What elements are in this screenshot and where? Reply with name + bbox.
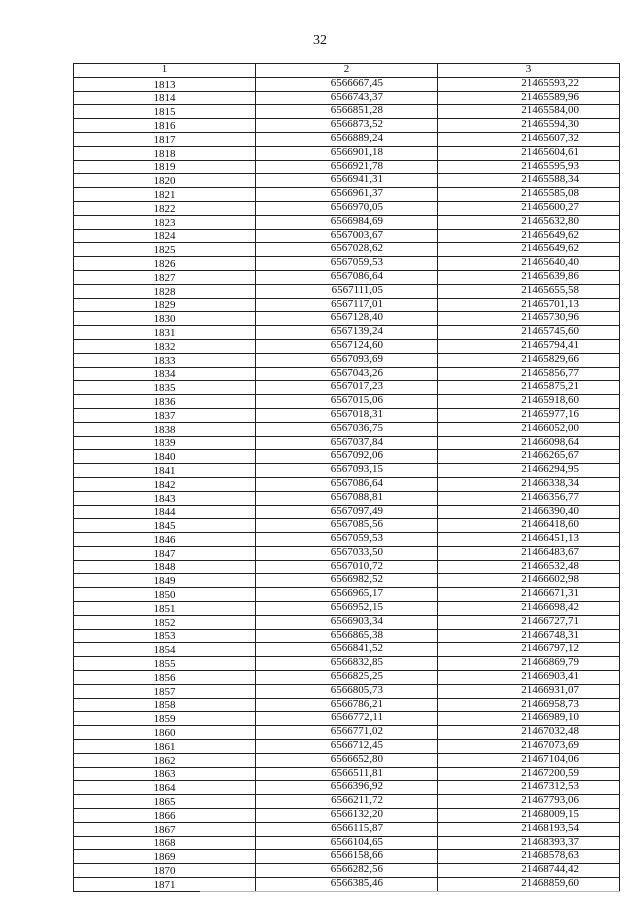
- table-row: [74, 298, 620, 312]
- point-number-cell: 1838: [74, 422, 256, 436]
- point-number-cell: 1836: [74, 395, 256, 409]
- y-coordinate-cell: 21468859,60: [438, 878, 620, 892]
- table-body: [74, 77, 620, 891]
- x-coordinate-cell: 6567088,81: [256, 491, 438, 505]
- x-coordinate-cell: 6566982,52: [256, 574, 438, 588]
- x-coordinate-cell: 6566851,28: [256, 105, 438, 119]
- x-coordinate-cell: 6567093,69: [256, 353, 438, 367]
- y-coordinate-cell: 21466698,42: [438, 602, 620, 616]
- y-coordinate-cell: 21465875,21: [438, 381, 620, 395]
- y-coordinate-cell: 21468193,54: [438, 822, 620, 836]
- y-coordinate-cell: 21466418,60: [438, 519, 620, 533]
- table-row: [74, 712, 620, 726]
- table-row: [74, 657, 620, 671]
- point-number-cell: 1846: [74, 533, 256, 547]
- x-coordinate-cell: 6566901,18: [256, 146, 438, 160]
- x-coordinate-cell: 6567124,60: [256, 339, 438, 353]
- y-coordinate-cell: 21466338,34: [438, 477, 620, 491]
- table-row: [74, 491, 620, 505]
- point-number-cell: 1864: [74, 781, 256, 795]
- table-row: [74, 174, 620, 188]
- y-coordinate-cell: 21466903,41: [438, 671, 620, 685]
- point-number-cell: 1824: [74, 229, 256, 243]
- x-coordinate-cell: 6567037,84: [256, 436, 438, 450]
- y-coordinate-cell: 21466989,10: [438, 712, 620, 726]
- table-row: [74, 188, 620, 202]
- table-row: [74, 77, 620, 91]
- y-coordinate-cell: 21465588,34: [438, 174, 620, 188]
- x-coordinate-cell: 6567059,53: [256, 257, 438, 271]
- point-number-cell: 1834: [74, 367, 256, 381]
- table-header-row: [74, 64, 620, 78]
- y-coordinate-cell: 21466958,73: [438, 698, 620, 712]
- table-row: [74, 781, 620, 795]
- table-row: [74, 284, 620, 298]
- point-number-cell: 1837: [74, 408, 256, 422]
- y-coordinate-cell: 21467200,59: [438, 767, 620, 781]
- table-row: [74, 602, 620, 616]
- point-number-cell: 1858: [74, 698, 256, 712]
- x-coordinate-cell: 6566652,80: [256, 753, 438, 767]
- y-coordinate-cell: 21466748,31: [438, 629, 620, 643]
- table-row: [74, 519, 620, 533]
- point-number-cell: 1819: [74, 160, 256, 174]
- table-row: [74, 91, 620, 105]
- y-coordinate-cell: 21465640,40: [438, 257, 620, 271]
- table-row: [74, 477, 620, 491]
- x-coordinate-cell: 6567003,67: [256, 229, 438, 243]
- point-number-cell: 1835: [74, 381, 256, 395]
- point-number-cell: 1865: [74, 795, 256, 809]
- y-coordinate-cell: 21465918,60: [438, 395, 620, 409]
- x-coordinate-cell: 6566511,81: [256, 767, 438, 781]
- x-coordinate-cell: 6567097,49: [256, 505, 438, 519]
- point-number-cell: 1833: [74, 353, 256, 367]
- table-row: [74, 436, 620, 450]
- y-coordinate-cell: 21468393,37: [438, 836, 620, 850]
- y-coordinate-cell: 21466797,12: [438, 643, 620, 657]
- x-coordinate-cell: 6566832,85: [256, 657, 438, 671]
- x-coordinate-cell: 6567059,53: [256, 533, 438, 547]
- y-coordinate-cell: 21465593,22: [438, 77, 620, 91]
- x-coordinate-cell: 6566385,46: [256, 878, 438, 892]
- point-number-cell: 1860: [74, 726, 256, 740]
- x-coordinate-cell: 6567017,23: [256, 381, 438, 395]
- x-coordinate-cell: 6567093,15: [256, 464, 438, 478]
- x-coordinate-cell: 6566805,73: [256, 684, 438, 698]
- x-coordinate-cell: 6566970,05: [256, 201, 438, 215]
- point-number-cell: 1854: [74, 643, 256, 657]
- point-number-cell: 1839: [74, 436, 256, 450]
- point-number-cell: 1842: [74, 477, 256, 491]
- y-coordinate-cell: 21465856,77: [438, 367, 620, 381]
- point-number-cell: 1843: [74, 491, 256, 505]
- table-row: [74, 160, 620, 174]
- point-number-cell: 1863: [74, 767, 256, 781]
- x-coordinate-cell: 6566865,38: [256, 629, 438, 643]
- y-coordinate-cell: 21466931,07: [438, 684, 620, 698]
- x-coordinate-cell: 6567085,56: [256, 519, 438, 533]
- table-row: [74, 836, 620, 850]
- y-coordinate-cell: 21465607,32: [438, 132, 620, 146]
- x-coordinate-cell: 6566841,52: [256, 643, 438, 657]
- y-coordinate-cell: 21465585,08: [438, 188, 620, 202]
- y-coordinate-cell: 21466390,40: [438, 505, 620, 519]
- table-row: [74, 353, 620, 367]
- point-number-cell: 1870: [74, 864, 256, 878]
- y-coordinate-cell: 21465701,13: [438, 298, 620, 312]
- table-row: [74, 671, 620, 685]
- y-coordinate-cell: 21466483,67: [438, 546, 620, 560]
- table-row: [74, 629, 620, 643]
- y-coordinate-cell: 21466532,48: [438, 560, 620, 574]
- y-coordinate-cell: 21468578,63: [438, 850, 620, 864]
- table-row: [74, 201, 620, 215]
- y-coordinate-cell: 21465595,93: [438, 160, 620, 174]
- table-row: [74, 767, 620, 781]
- table-row: [74, 146, 620, 160]
- x-coordinate-cell: 6567010,72: [256, 560, 438, 574]
- point-number-cell: 1862: [74, 753, 256, 767]
- table-row: [74, 546, 620, 560]
- point-number-cell: 1868: [74, 836, 256, 850]
- y-coordinate-cell: 21467104,06: [438, 753, 620, 767]
- column-header-x: 2: [256, 64, 438, 78]
- point-number-cell: 1867: [74, 822, 256, 836]
- point-number-cell: 1845: [74, 519, 256, 533]
- point-number-cell: 1829: [74, 298, 256, 312]
- y-coordinate-cell: 21467032,48: [438, 726, 620, 740]
- table-row: [74, 257, 620, 271]
- y-coordinate-cell: 21465655,58: [438, 284, 620, 298]
- column-header-y: 3: [438, 64, 620, 78]
- x-coordinate-cell: 6567086,64: [256, 477, 438, 491]
- point-number-cell: 1853: [74, 629, 256, 643]
- y-coordinate-cell: 21466671,31: [438, 588, 620, 602]
- y-coordinate-cell: 21466356,77: [438, 491, 620, 505]
- table-row: [74, 367, 620, 381]
- y-coordinate-cell: 21465604,61: [438, 146, 620, 160]
- y-coordinate-cell: 21466052,00: [438, 422, 620, 436]
- x-coordinate-cell: 6567092,06: [256, 450, 438, 464]
- point-number-cell: 1849: [74, 574, 256, 588]
- x-coordinate-cell: 6567139,24: [256, 326, 438, 340]
- x-coordinate-cell: 6567036,75: [256, 422, 438, 436]
- table-row: [74, 850, 620, 864]
- point-number-cell: 1848: [74, 560, 256, 574]
- y-coordinate-cell: 21465794,41: [438, 339, 620, 353]
- y-coordinate-cell: 21466602,98: [438, 574, 620, 588]
- y-coordinate-cell: 21465594,30: [438, 119, 620, 133]
- table-row: [74, 105, 620, 119]
- y-coordinate-cell: 21465649,62: [438, 243, 620, 257]
- y-coordinate-cell: 21466294,95: [438, 464, 620, 478]
- x-coordinate-cell: 6566743,37: [256, 91, 438, 105]
- point-number-cell: 1871: [74, 878, 256, 892]
- x-coordinate-cell: 6566941,31: [256, 174, 438, 188]
- y-coordinate-cell: 21467073,69: [438, 740, 620, 754]
- table-row: [74, 726, 620, 740]
- table-row: [74, 464, 620, 478]
- point-number-cell: 1861: [74, 740, 256, 754]
- x-coordinate-cell: 6566211,72: [256, 795, 438, 809]
- table-row: [74, 132, 620, 146]
- y-coordinate-cell: 21465745,60: [438, 326, 620, 340]
- x-coordinate-cell: 6566786,21: [256, 698, 438, 712]
- x-coordinate-cell: 6566952,15: [256, 602, 438, 616]
- point-number-cell: 1830: [74, 312, 256, 326]
- table-row: [74, 229, 620, 243]
- point-number-cell: 1831: [74, 326, 256, 340]
- y-coordinate-cell: 21465600,27: [438, 201, 620, 215]
- table-row: [74, 450, 620, 464]
- table-row: [74, 119, 620, 133]
- x-coordinate-cell: 6566772,11: [256, 712, 438, 726]
- x-coordinate-cell: 6566396,92: [256, 781, 438, 795]
- point-number-cell: 1850: [74, 588, 256, 602]
- table-row: [74, 312, 620, 326]
- point-number-cell: 1866: [74, 809, 256, 823]
- table-row: [74, 339, 620, 353]
- point-number-cell: 1859: [74, 712, 256, 726]
- point-number-cell: 1840: [74, 450, 256, 464]
- x-coordinate-cell: 6566104,65: [256, 836, 438, 850]
- x-coordinate-cell: 6566889,24: [256, 132, 438, 146]
- y-coordinate-cell: 21467312,53: [438, 781, 620, 795]
- x-coordinate-cell: 6566965,17: [256, 588, 438, 602]
- y-coordinate-cell: 21468744,42: [438, 864, 620, 878]
- x-coordinate-cell: 6567086,64: [256, 270, 438, 284]
- point-number-cell: 1855: [74, 657, 256, 671]
- x-coordinate-cell: 6566132,20: [256, 809, 438, 823]
- point-number-cell: 1821: [74, 188, 256, 202]
- x-coordinate-cell: 6566984,69: [256, 215, 438, 229]
- table-row: [74, 560, 620, 574]
- y-coordinate-cell: 21466098,64: [438, 436, 620, 450]
- y-coordinate-cell: 21467793,06: [438, 795, 620, 809]
- table-row: [74, 615, 620, 629]
- point-number-cell: 1851: [74, 602, 256, 616]
- y-coordinate-cell: 21465977,16: [438, 408, 620, 422]
- point-number-cell: 1815: [74, 105, 256, 119]
- point-number-cell: 1856: [74, 671, 256, 685]
- point-number-cell: 1857: [74, 684, 256, 698]
- y-coordinate-cell: 21466869,79: [438, 657, 620, 671]
- point-number-cell: 1832: [74, 339, 256, 353]
- x-coordinate-cell: 6566873,52: [256, 119, 438, 133]
- table-row: [74, 574, 620, 588]
- point-number-cell: 1813: [74, 77, 256, 91]
- table-row: [74, 795, 620, 809]
- point-number-cell: 1826: [74, 257, 256, 271]
- x-coordinate-cell: 6566771,02: [256, 726, 438, 740]
- y-coordinate-cell: 21466265,67: [438, 450, 620, 464]
- x-coordinate-cell: 6567018,31: [256, 408, 438, 422]
- table-row: [74, 408, 620, 422]
- y-coordinate-cell: 21465639,86: [438, 270, 620, 284]
- point-number-cell: 1844: [74, 505, 256, 519]
- y-coordinate-cell: 21465632,80: [438, 215, 620, 229]
- table-row: [74, 395, 620, 409]
- point-number-cell: 1825: [74, 243, 256, 257]
- table-row: [74, 381, 620, 395]
- x-coordinate-cell: 6566921,78: [256, 160, 438, 174]
- x-coordinate-cell: 6566961,37: [256, 188, 438, 202]
- y-coordinate-cell: 21466727,71: [438, 615, 620, 629]
- x-coordinate-cell: 6567033,50: [256, 546, 438, 560]
- point-number-cell: 1817: [74, 132, 256, 146]
- table-row: [74, 740, 620, 754]
- table-row: [74, 588, 620, 602]
- point-number-cell: 1814: [74, 91, 256, 105]
- point-number-cell: 1820: [74, 174, 256, 188]
- column-header-point-number: 1: [74, 64, 256, 78]
- x-coordinate-cell: 6567128,40: [256, 312, 438, 326]
- y-coordinate-cell: 21465584,00: [438, 105, 620, 119]
- y-coordinate-cell: 21466451,13: [438, 533, 620, 547]
- table-row: [74, 864, 620, 878]
- point-number-cell: 1822: [74, 201, 256, 215]
- table-row: [74, 505, 620, 519]
- table-row: [74, 422, 620, 436]
- x-coordinate-cell: 6566282,56: [256, 864, 438, 878]
- x-coordinate-cell: 6566158,66: [256, 850, 438, 864]
- point-number-cell: 1852: [74, 615, 256, 629]
- point-number-cell: 1847: [74, 546, 256, 560]
- table-row: [74, 809, 620, 823]
- table-row: [74, 753, 620, 767]
- x-coordinate-cell: 6566115,87: [256, 822, 438, 836]
- bottom-rule: [200, 891, 620, 892]
- x-coordinate-cell: 6567117,01: [256, 298, 438, 312]
- x-coordinate-cell: 6567043,26: [256, 367, 438, 381]
- table-row: [74, 643, 620, 657]
- y-coordinate-cell: 21468009,15: [438, 809, 620, 823]
- x-coordinate-cell: 6566825,25: [256, 671, 438, 685]
- point-number-cell: 1823: [74, 215, 256, 229]
- table-row: [74, 533, 620, 547]
- x-coordinate-cell: 6566712,45: [256, 740, 438, 754]
- x-coordinate-cell: 6567015,06: [256, 395, 438, 409]
- x-coordinate-cell: 6567028,62: [256, 243, 438, 257]
- y-coordinate-cell: 21465589,96: [438, 91, 620, 105]
- table-row: [74, 698, 620, 712]
- y-coordinate-cell: 21465649,62: [438, 229, 620, 243]
- x-coordinate-cell: 6567111,05: [256, 284, 438, 298]
- point-number-cell: 1841: [74, 464, 256, 478]
- y-coordinate-cell: 21465829,66: [438, 353, 620, 367]
- table-row: [74, 878, 620, 892]
- table-row: [74, 822, 620, 836]
- x-coordinate-cell: 6566903,34: [256, 615, 438, 629]
- point-number-cell: 1816: [74, 119, 256, 133]
- x-coordinate-cell: 6566667,45: [256, 77, 438, 91]
- point-number-cell: 1818: [74, 146, 256, 160]
- point-number-cell: 1869: [74, 850, 256, 864]
- table-row: [74, 270, 620, 284]
- table-row: [74, 215, 620, 229]
- point-number-cell: 1828: [74, 284, 256, 298]
- y-coordinate-cell: 21465730,96: [438, 312, 620, 326]
- page-number: 32: [313, 33, 327, 48]
- table-row: [74, 243, 620, 257]
- table-row: [74, 684, 620, 698]
- point-number-cell: 1827: [74, 270, 256, 284]
- coordinates-table: [73, 63, 620, 892]
- table-row: [74, 326, 620, 340]
